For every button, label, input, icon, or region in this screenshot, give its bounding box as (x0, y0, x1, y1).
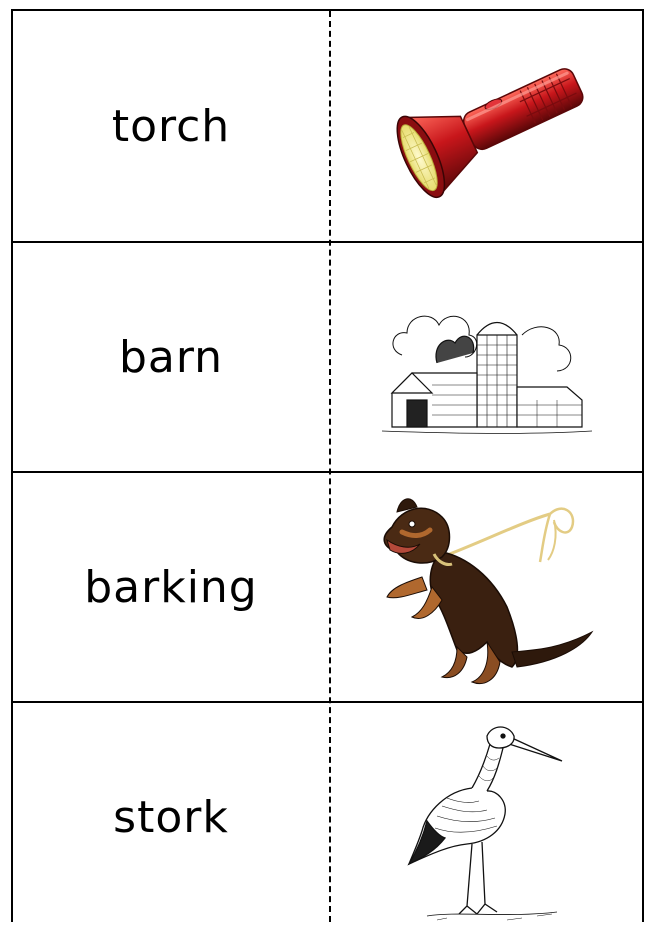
card-row-barking (13, 471, 642, 701)
word-label-torch: torch (111, 100, 231, 152)
barking-dog-image (331, 473, 642, 701)
barn-silo-image (331, 243, 642, 471)
card-row-barn (13, 241, 642, 471)
word-label-stork: stork (113, 791, 229, 843)
card-row-stork (13, 701, 642, 931)
word-label-barking: barking (84, 561, 258, 613)
word-label-barn: barn (118, 331, 224, 383)
card-row-torch (13, 11, 642, 241)
flashlight-image (331, 11, 642, 241)
stork-image (331, 703, 642, 931)
flashcard-sheet (11, 9, 644, 922)
